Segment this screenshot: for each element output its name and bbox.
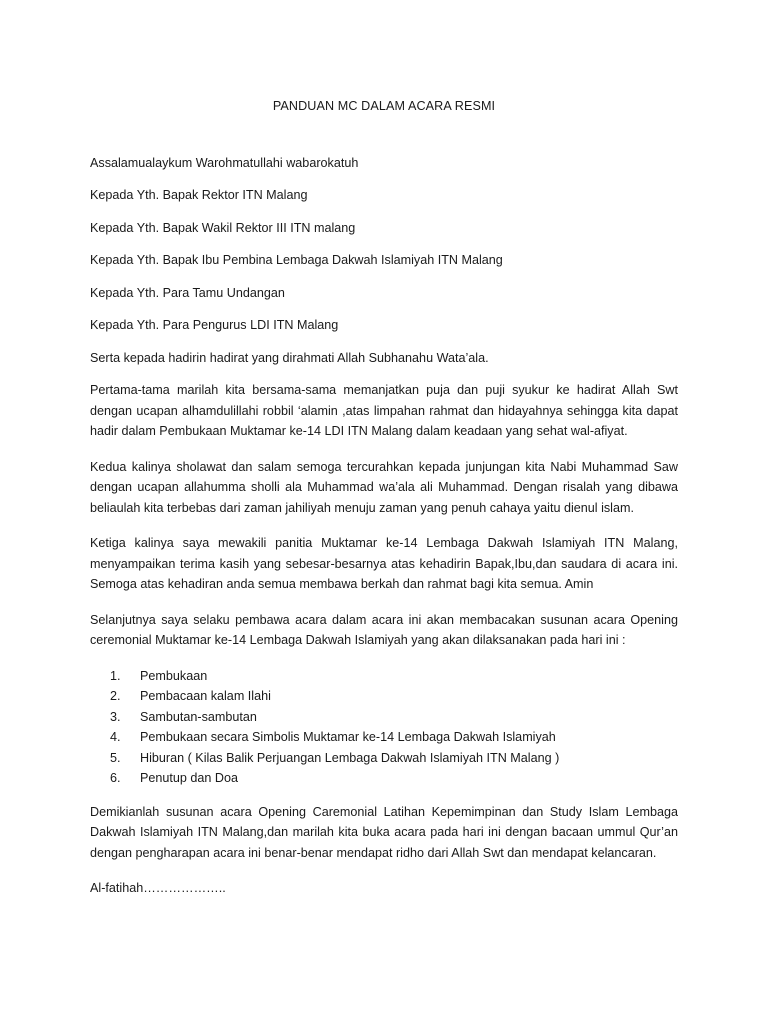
list-item-text: Hiburan ( Kilas Balik Perjuangan Lembaga Dakwah Islamiyah ITN Malang ) xyxy=(140,750,560,765)
closing-line: Al-fatihah……………….. xyxy=(90,881,226,895)
paragraph-closing-remarks: Demikianlah susunan acara Opening Caremonial Latihan Kepemimpinan dan Study Islam Lembaga Dakwah Islamiyah ITN Malang,dan marilah kita buka acara pada hari ini dengan bacaan ummul Qur’an dengan pengharapan acara ini benar-benar mendapat ridho dari Allah Swt dan mendapat kelancaran. xyxy=(90,804,678,860)
list-item xyxy=(90,727,678,748)
addressee-line: Kepada Yth. Para Tamu Undangan xyxy=(90,285,285,300)
list-item xyxy=(90,707,678,728)
list-item-number: 2. xyxy=(110,689,121,703)
addressee-line: Kepada Yth. Bapak Ibu Pembina Lembaga Dakwah Islamiyah ITN Malang xyxy=(90,253,503,267)
list-item xyxy=(90,686,678,707)
list-item-number: 3. xyxy=(110,709,121,724)
greeting: Assalamualaykum Warohmatullahi wabarokatuh xyxy=(90,155,359,170)
list-item-text: Pembukaan xyxy=(140,668,208,683)
list-item-text: Pembukaan secara Simbolis Muktamar ke-14 Lembaga Dakwah Islamiyah xyxy=(140,730,556,744)
agenda-list xyxy=(90,666,678,789)
paragraph-thanks: Ketiga kalinya saya mewakili panitia Muktamar ke-14 Lembaga Dakwah Islamiyah ITN Malang, menyampaikan terima kasih yang sebesar-besarnya atas kehadirin Bapak,Ibu,dan saudara di acara ini. Semoga atas kehadiran anda semua membawa berkah dan rahmat bagi kita semua. Amin xyxy=(90,536,678,591)
document-title: PANDUAN MC DALAM ACARA RESMI xyxy=(272,99,496,113)
list-item-text: Sambutan-sambutan xyxy=(140,709,257,724)
paragraph-opening-praise: Pertama-tama marilah kita bersama-sama memanjatkan puja dan puji syukur ke hadirat Allah Swt dengan ucapan alhamdulillahi robbil ‘alamin ,atas limpahan rahmat dan hidayahnya sehingga kita dapat hadir dalam Pembukaan Muktamar ke-14 LDI ITN Malang dalam keadaan yang sehat wal-afiyat. xyxy=(90,383,678,438)
audience-line: Serta kepada hadirin hadirat yang dirahmati Allah Subhanahu Wata’ala. xyxy=(90,350,489,365)
list-item xyxy=(90,666,678,687)
list-item-number: 5. xyxy=(110,750,121,765)
list-item-text: Penutup dan Doa xyxy=(140,771,239,785)
list-item-text: Pembacaan kalam Ilahi xyxy=(140,689,271,703)
paragraph-agenda-intro: Selanjutnya saya selaku pembawa acara dalam acara ini akan membacakan susunan acara Opening ceremonial Muktamar ke-14 Lembaga Dakwah Islamiyah yang akan dilaksanakan pada hari ini : xyxy=(90,612,678,647)
list-item xyxy=(90,748,678,769)
addressee-line: Kepada Yth. Bapak Rektor ITN Malang xyxy=(90,188,308,202)
list-item-number: 1. xyxy=(110,668,121,683)
addressee-line: Kepada Yth. Bapak Wakil Rektor III ITN malang xyxy=(90,220,356,235)
paragraph-sholawat: Kedua kalinya sholawat dan salam semoga tercurahkan kepada junjungan kita Nabi Muhammad Saw dengan ucapan allahumma sholli ala Muhammad wa’ala ali Muhammad. Dengan risalah yang dibawa beliaulah kita terbebas dari zaman jahiliyah menuju zaman yang penuh cahaya yaitu dienul islam. xyxy=(90,459,678,515)
list-item-number: 6. xyxy=(110,771,121,785)
list-item-number: 4. xyxy=(110,730,121,744)
list-item xyxy=(90,768,678,789)
addressee-line: Kepada Yth. Para Pengurus LDI ITN Malang xyxy=(90,318,339,332)
